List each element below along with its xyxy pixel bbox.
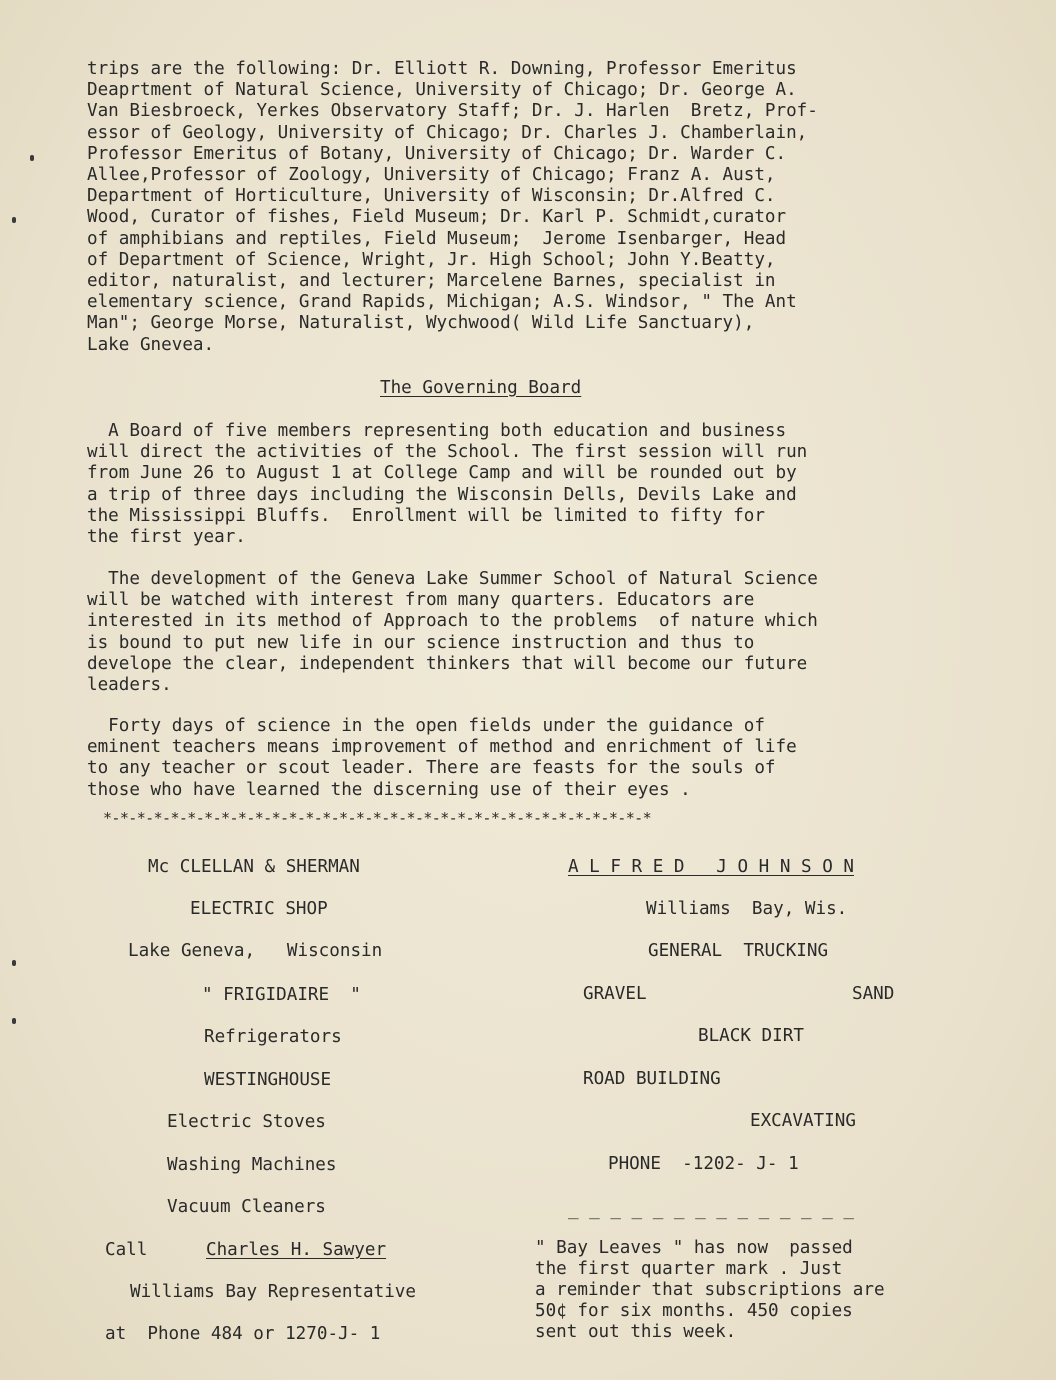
text-line: essor of Geology, University of Chicago; Dr. Charles J. Chamberlain, <box>87 122 808 143</box>
margin-mark <box>30 155 34 161</box>
text-line: The development of the Geneva Lake Summer School of Natural Science <box>87 569 818 589</box>
text-line: Allee,Professor of Zoology, University of Chicago; Franz A. Aust, <box>87 165 776 185</box>
text-line: Wood, Curator of fishes, Field Museum; Dr. Karl P. Schmidt,curator <box>87 207 787 228</box>
ad-left-location: Lake Geneva, Wisconsin <box>128 941 383 961</box>
ad-right-name: A L F R E D J O H N S O N <box>568 857 854 877</box>
ad-left-call-label: Call <box>105 1240 148 1260</box>
ad-right-service: GENERAL TRUCKING <box>648 941 829 961</box>
text-line: " Bay Leaves " has now passed <box>535 1238 853 1258</box>
ad-left-contact-name: Charles H. Sawyer <box>206 1240 387 1260</box>
section-heading: The Governing Board <box>380 378 582 398</box>
text-line: interested in its method of Approach to the problems of nature which <box>87 611 818 632</box>
text-line: to any teacher or scout leader. There are feasts for the souls of <box>87 758 776 779</box>
text-line: the Mississippi Bluffs. Enrollment will be limited to fifty for <box>87 505 765 526</box>
text-line: of Department of Science, Wright, Jr. High School; John Y.Beatty, <box>87 249 776 270</box>
ad-left-phone: at Phone 484 or 1270-J- 1 <box>105 1324 381 1344</box>
text-line: from June 26 to August 1 at College Camp and will be rounded out by <box>87 463 797 484</box>
text-line: a trip of three days including the Wisconsin Dells, Devils Lake and <box>87 484 797 505</box>
text-line: a reminder that subscriptions are <box>535 1280 885 1300</box>
text-line: Van Biesbroeck, Yerkes Observatory Staff; Dr. J. Harlen Bretz, Prof- <box>87 101 818 122</box>
text-line: eminent teachers means improvement of method and enrichment of life <box>87 737 797 758</box>
text-line: is bound to put new life in our science instruction and thus to <box>87 632 755 653</box>
star-divider: *-*-*-*-*-*-*-*-*-*-*-*-*-*-*-*-*-*-*-*-*-*-*-*-*-*-*-*-*-*-*-*-* <box>103 809 652 827</box>
text-line: Professor Emeritus of Botany, University of Chicago; Dr. Warder C. <box>87 143 787 164</box>
ad-left-shop: ELECTRIC SHOP <box>190 899 328 919</box>
text-line: Deaprtment of Natural Science, University of Chicago; Dr. George A. <box>87 80 797 101</box>
text-line: Forty days of science in the open fields under the guidance of <box>87 716 765 736</box>
text-line: trips are the following: Dr. Elliott R. Downing, Professor Emeritus <box>87 59 797 79</box>
text-line: will be watched with interest from many quarters. Educators are <box>87 590 755 611</box>
ad-left-product3: Washing Machines <box>167 1155 337 1175</box>
ad-right-black-dirt: BLACK DIRT <box>698 1026 804 1046</box>
text-line: sent out this week. <box>535 1322 737 1342</box>
margin-mark <box>12 960 16 966</box>
margin-mark <box>12 217 16 223</box>
text-line: elementary science, Grand Rapids, Michigan; A.S. Windsor, " The Ant <box>87 292 797 313</box>
ad-left-product4: Vacuum Cleaners <box>167 1197 326 1217</box>
ad-right-excavating: EXCAVATING <box>750 1111 856 1131</box>
text-line: editor, naturalist, and lecturer; Marcelene Barnes, specialist in <box>87 271 776 291</box>
margin-mark <box>12 1018 16 1024</box>
text-line: Man"; George Morse, Naturalist, Wychwood( Wild Life Sanctuary), <box>87 313 755 334</box>
ad-right-phone: PHONE -1202- J- 1 <box>608 1154 799 1174</box>
text-line: leaders. <box>87 675 172 695</box>
ad-left-product1: Refrigerators <box>204 1027 342 1047</box>
text-line: those who have learned the discerning use of their eyes . <box>87 779 691 800</box>
ad-left-brand1: " FRIGIDAIRE " <box>202 985 361 1005</box>
text-line: A Board of five members representing both education and business <box>87 421 787 441</box>
text-line: develope the clear, independent thinkers that will become our future <box>87 653 808 674</box>
ad-right-separator: _ _ _ _ _ _ _ _ _ _ _ _ _ _ <box>568 1200 854 1220</box>
ad-left-brand2: WESTINGHOUSE <box>204 1070 332 1090</box>
ad-right-road-building: ROAD BUILDING <box>583 1069 721 1089</box>
text-line: the first year. <box>87 527 246 547</box>
text-line: of amphibians and reptiles, Field Museum; Jerome Isenbarger, Head <box>87 228 787 249</box>
ad-right-sand: SAND <box>852 984 895 1004</box>
ad-left-product2: Electric Stoves <box>167 1112 326 1132</box>
text-line: Department of Horticulture, University of Wisconsin; Dr.Alfred C. <box>87 186 776 207</box>
text-line: 50¢ for six months. 450 copies <box>535 1301 853 1321</box>
ad-right-gravel: GRAVEL <box>583 984 647 1004</box>
ad-left-representative: Williams Bay Representative <box>130 1282 416 1302</box>
text-line: the first quarter mark . Just <box>535 1259 843 1279</box>
text-line: Lake Gnevea. <box>87 334 215 355</box>
ad-right-location: Williams Bay, Wis. <box>646 899 848 919</box>
text-line: will direct the activities of the School. The first session will run <box>87 442 808 463</box>
ad-left-name: Mc CLELLAN & SHERMAN <box>148 857 360 877</box>
